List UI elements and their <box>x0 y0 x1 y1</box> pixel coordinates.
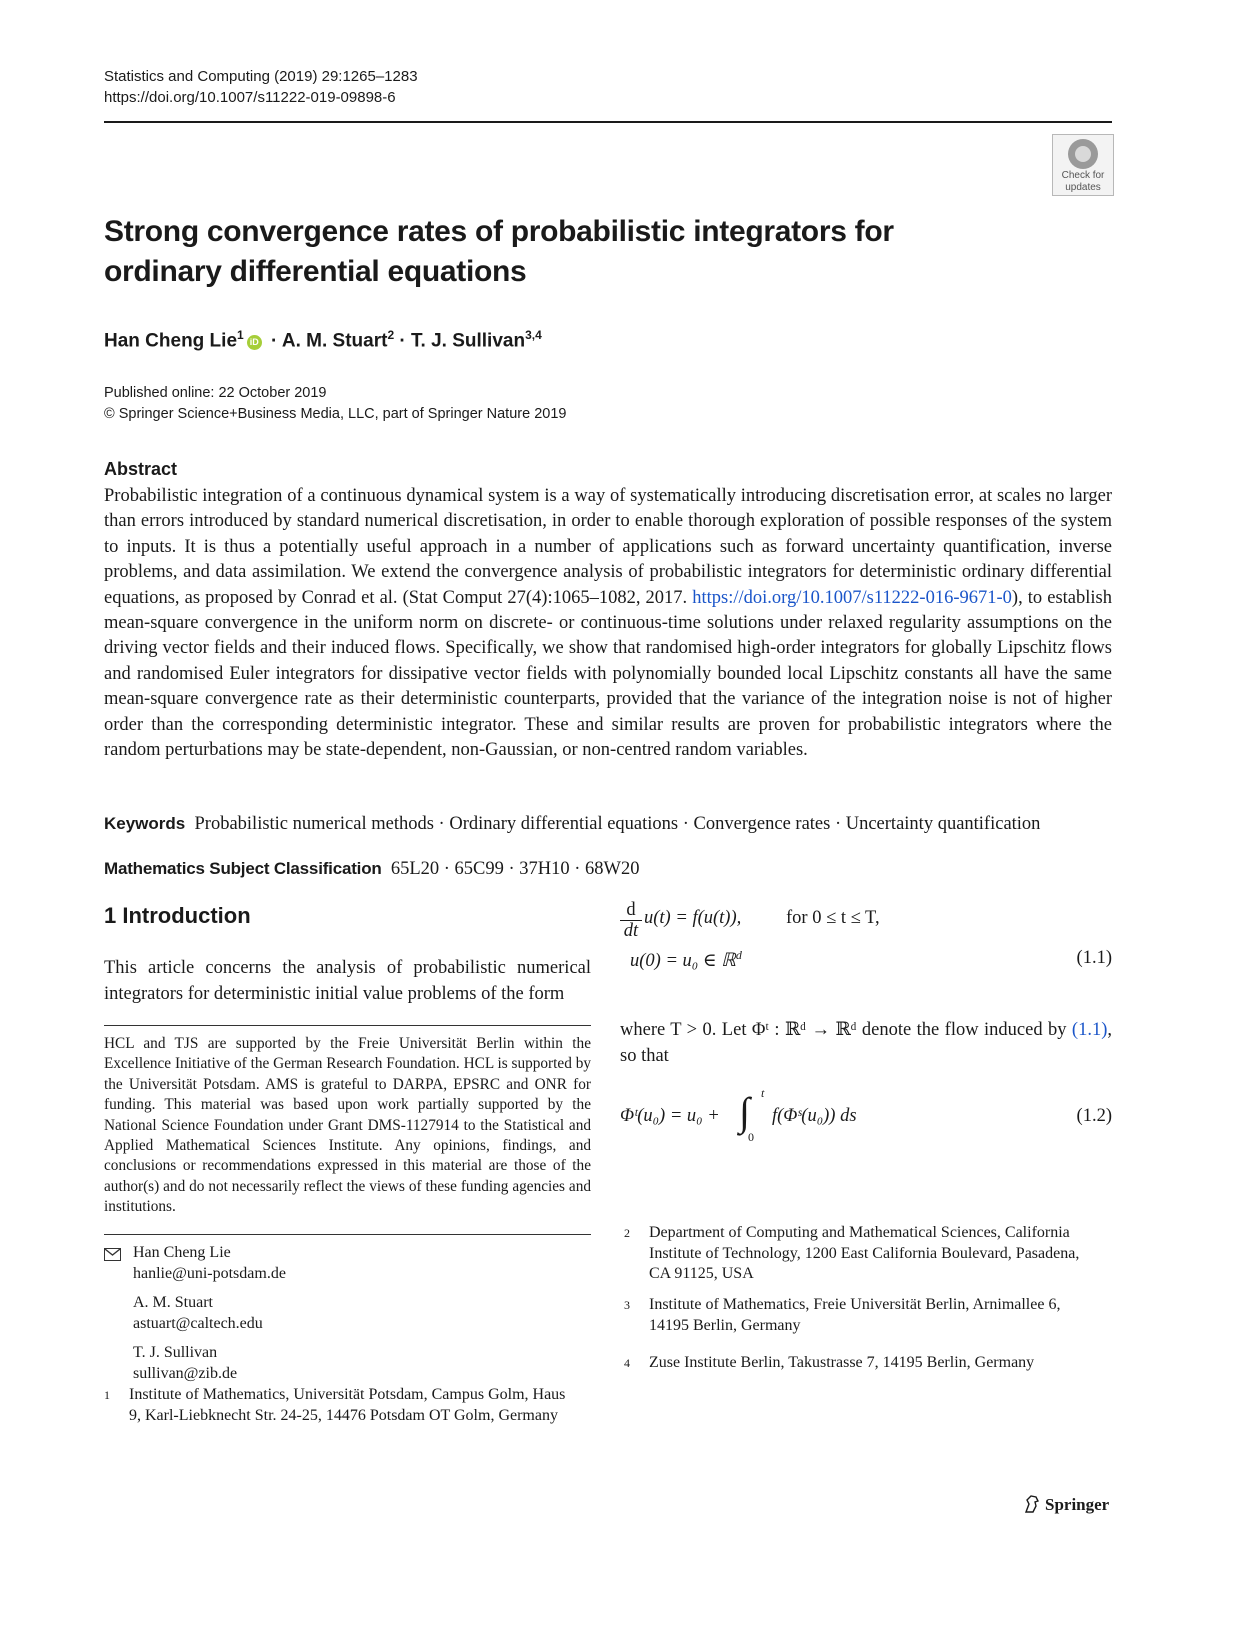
published-date: Published online: 22 October 2019 <box>104 385 327 401</box>
equation-reference-link[interactable]: (1.1) <box>1071 1020 1108 1040</box>
publication-info <box>104 383 566 425</box>
publisher-logo <box>1023 1494 1109 1515</box>
equation-1-1 <box>620 900 1112 990</box>
contact-entry <box>133 1243 591 1284</box>
keywords-text: Probabilistic numerical methods · Ordinary differential equations · Convergence rates · Uncertainty quantification <box>194 814 1041 834</box>
integral-upper-limit: t <box>761 1086 765 1100</box>
integral-sign: ∫ <box>739 1089 750 1134</box>
orcid-icon[interactable]: iD <box>247 335 262 350</box>
equation-ode: u(t) = f(u(t)), <box>644 908 742 928</box>
equation-condition: for 0 ≤ t ≤ T, <box>786 908 880 928</box>
crossmark-label-1: Check for <box>1061 170 1105 181</box>
author-separator: · <box>399 330 406 352</box>
equation-dimension-sup: d <box>735 948 742 962</box>
check-for-updates-badge[interactable] <box>1052 134 1114 196</box>
affiliation-4 <box>624 1353 1112 1374</box>
contact-email[interactable]: sullivan@zib.de <box>133 1364 238 1382</box>
msc-label: Mathematics Subject Classification <box>104 859 382 878</box>
derivative-operator <box>620 900 642 941</box>
section-heading-introduction: 1 Introduction <box>104 903 251 928</box>
affiliation-number: 1 <box>104 1388 110 1402</box>
affiliation-1 <box>104 1385 591 1426</box>
author-affiliation-sup: 1 <box>237 328 244 342</box>
journal-header <box>104 66 418 108</box>
equation-initial-text: u(0) = u₀ ∈ ℝ <box>630 951 736 972</box>
derivative-numerator: d <box>626 900 636 920</box>
contact-email[interactable]: hanlie@uni-potsdam.de <box>133 1264 286 1282</box>
introduction-text: This article concerns the analysis of probabilistic numerical integrators for deterministic initial value problems of the form <box>104 958 591 1004</box>
equation-flow-integrand: f(Φˢ(u₀)) ds <box>772 1106 857 1126</box>
contact-entry <box>133 1343 591 1384</box>
footnote-rule <box>104 1025 591 1026</box>
affiliation-text: Institute of Mathematics, Freie Universität Berlin, Arnimallee 6, 14195 Berlin, Germany <box>649 1296 1061 1334</box>
contact-name: A. M. Stuart <box>133 1294 213 1311</box>
contact-email[interactable]: astuart@caltech.edu <box>133 1314 263 1332</box>
paper-title: Strong convergence rates of probabilistic integrators for ordinary differential equations <box>104 215 894 288</box>
article-doi[interactable]: https://doi.org/10.1007/s11222-019-09898-6 <box>104 89 396 106</box>
equation-1-2 <box>620 1086 1112 1162</box>
header-rule <box>104 121 1112 123</box>
contact-name: Han Cheng Lie <box>133 1244 231 1261</box>
flow-text-part: , so that <box>620 1020 1112 1066</box>
affiliation-rule <box>104 1234 591 1235</box>
affiliation-3 <box>624 1295 1112 1336</box>
equation-number: (1.1) <box>1076 948 1112 968</box>
affiliation-number: 2 <box>624 1226 630 1240</box>
contact-entry <box>133 1293 591 1334</box>
journal-citation: Statistics and Computing (2019) 29:1265–1283 <box>104 68 418 85</box>
copyright-notice: © Springer Science+Business Media, LLC, part of Springer Nature 2019 <box>104 406 567 422</box>
derivative-denominator: dt <box>620 920 642 941</box>
crossmark-label-2: updates <box>1065 182 1101 193</box>
abstract-text-part: ), to establish mean-square convergence in the uniform norm on discrete- or continuous-time solutions under relaxed regularity assumptions on the driving vector fields and their induced flows. Specifically, we show that randomised high-order integrators for globally Lipschitz flows and randomised Euler integrators for dissipative vector fields with polynomially bounded local Lipschitz constants all have the same mean-square convergence rate as their deterministic counterparts, provided that the variance of the integration noise is not of higher order than the corresponding deterministic integrator. These and similar results are proven for probabilistic integrators where the random perturbations may be state-dependent, non-Gaussian, or non-centred random variables. <box>104 587 1112 761</box>
author-separator: · <box>270 330 278 352</box>
springer-horse-icon <box>1023 1494 1041 1514</box>
abstract-text-part: Probabilistic integration of a continuous dynamical system is a way of systematically introducing discretisation error, at scales no larger than errors introduced by standard numerical discretisation, in order to enable thorough exploration of possible responses of the system to inputs. It is thus a potentially useful approach in a number of applications such as forward uncertainty quantification, inverse problems, and data assimilation. We extend the convergence analysis of probabilistic integrators for deterministic ordinary differential equations, as proposed by Conrad et al. (Stat Comput 27(4):1065–1082, 2017. <box>104 486 1112 608</box>
author-list <box>104 322 542 354</box>
affiliation-number: 3 <box>624 1298 630 1312</box>
funding-note: HCL and TJS are supported by the Freie Universität Berlin within the Excellence Initiative of the German Research Foundation. HCL is supported by the Universität Potsdam. AMS is grateful to DARPA, EPSRC and ONR for funding. This material was based upon work partially supported by the National Science Foundation under Grant DMS-1127914 to the Statistical and Applied Mathematical Sciences Institute. Any opinions, findings, and conclusions or recommendations expressed in this material are those of the author(s) and do not necessarily reflect the views of these funding agencies and institutions. <box>104 1035 591 1216</box>
crossmark-icon <box>1068 139 1098 169</box>
equation-number: (1.2) <box>1076 1106 1112 1126</box>
msc-text: 65L20 · 65C99 · 37H10 · 68W20 <box>390 859 640 879</box>
author-affiliation-sup: 3,4 <box>525 328 542 342</box>
author-name[interactable]: A. M. Stuart <box>281 330 388 352</box>
abstract-text <box>104 484 1112 763</box>
keywords-label: Keywords <box>104 814 186 833</box>
subject-classification <box>104 857 640 881</box>
equation-flow-lhs: Φᵗ(u₀) = u₀ + <box>620 1106 720 1126</box>
abstract-heading: Abstract <box>104 459 178 479</box>
corresponding-contacts <box>104 1243 591 1393</box>
flow-text-part: where T > 0. Let Φᵗ : ℝᵈ → ℝᵈ denote the flow induced by <box>620 1020 1072 1040</box>
affiliation-text: Institute of Mathematics, Universität Potsdam, Campus Golm, Haus 9, Karl-Liebknecht Str. 24-25, 14476 Potsdam OT Golm, Germany <box>129 1386 566 1424</box>
equation-initial-condition <box>630 948 742 972</box>
contact-name: T. J. Sullivan <box>133 1344 218 1361</box>
integral-lower-limit: 0 <box>748 1130 754 1144</box>
affiliation-text: Zuse Institute Berlin, Takustrasse 7, 14195 Berlin, Germany <box>649 1354 1035 1371</box>
author-name[interactable]: Han Cheng Lie <box>104 330 238 352</box>
abstract-doi-link[interactable]: https://doi.org/10.1007/s11222-016-9671-0 <box>692 587 1012 608</box>
author-affiliation-sup: 2 <box>387 328 395 342</box>
flow-definition-text <box>620 1018 1112 1069</box>
author-name[interactable]: T. J. Sullivan <box>411 330 526 352</box>
publisher-name: Springer <box>1045 1495 1110 1514</box>
affiliation-number: 4 <box>624 1356 630 1370</box>
affiliation-2 <box>624 1223 1112 1285</box>
affiliation-text: Department of Computing and Mathematical Sciences, California Institute of Technology, 1200 East California Boulevard, Pasadena, CA 91125, USA <box>649 1224 1080 1282</box>
keywords <box>104 812 1112 836</box>
